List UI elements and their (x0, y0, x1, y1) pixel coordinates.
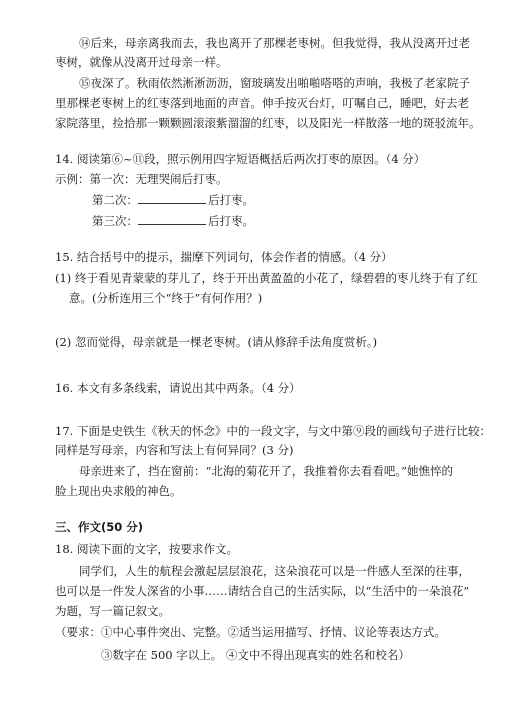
q15-item2: (2) 忽而觉得，母亲就是一棵老枣树。(请从修辞手法角度赏析。) (55, 335, 378, 349)
q14-example: 示例：第一次：无理哭闹后打枣。 (55, 172, 228, 186)
passage-p14-line2: 枣树，就像从没离开过母亲一样。 (55, 55, 228, 69)
q14-third-answer-blank[interactable] (138, 214, 206, 225)
q14-second (92, 193, 254, 207)
passage-p14-line1: ⑭后来，母亲离我而去，我也离开了那棵老枣树。但我觉得，我从没离开过老 (79, 36, 470, 50)
section3-heading: 三、作文(50 分) (55, 520, 144, 534)
q18-requirements-line2: ③数字在 500 字以上。 ④文中不得出现真实的姓名和校名） (101, 648, 410, 662)
q15-stem: 15. 结合括号中的提示，揣摩下列词句，体会作者的情感。（4 分） (55, 250, 393, 264)
q14-second-suffix: 后打枣。 (208, 193, 254, 207)
q14-third (92, 214, 254, 228)
q17-quote-line2: 脸上现出央求般的神色。 (55, 484, 182, 498)
q17-line2: 同样是写母亲，内容和写法上有何异同？(3 分) (55, 443, 294, 457)
q14-third-prefix: 第三次： (92, 214, 138, 228)
q15-item1-line1: (1) 终于看见青蒙蒙的芽儿了，终于开出黄盈盈的小花了，绿碧碧的枣儿终于有了红 (55, 271, 478, 285)
q17-quote-line1: 母亲进来了，挡在窗前：“北海的菊花开了，我推着你去看看吧。”她憔悴的 (79, 464, 454, 478)
q17-line1: 17. 下面是史铁生《秋天的怀念》中的一段文字，与文中第⑨段的画线句子进行比较： (55, 424, 491, 438)
q18-stem: 18. 阅读下面的文字，按要求作文。 (55, 542, 238, 556)
q18-requirements-line1: （要求：①中心事件突出、完整。②适当运用描写、抒情、议论等表达方式。 (55, 625, 446, 639)
passage-p15-line2: 里那棵老枣树上的红枣落到地面的声音。伸手按灭台灯，叮嘱自己，睡吧，好去老 (55, 96, 469, 110)
passage-p15-line1: ⑮夜深了。秋雨依然淅淅沥沥，窗玻璃发出啪啪嗒嗒的声响，我极了老家院子 (79, 76, 470, 90)
passage-p15-line3: 家院落里，捡拾那一颗颗圆滚滚紫溜溜的红枣，以及阳光一样散落一地的斑驳流年。 (55, 116, 481, 130)
q14-second-prefix: 第二次： (92, 193, 138, 207)
q15-item1-line2: 意。(分析连用三个“终于”有何作用？) (69, 291, 263, 305)
q18-text-line2: 也可以是一件发人深省的小事……请结合自己的生活实际，以“生活中的一朵浪花” (55, 584, 470, 598)
q14-stem: 14. 阅读第⑥~⑪段，照示例用四字短语概括后两次打枣的原因。（4 分） (55, 152, 426, 166)
q18-text-line3: 为题，写一篇记叙文。 (55, 604, 170, 618)
q14-third-suffix: 后打枣。 (208, 214, 254, 228)
q14-second-answer-blank[interactable] (138, 193, 206, 204)
q16-stem: 16. 本文有多条线索，请说出其中两条。（4 分） (55, 381, 301, 395)
q18-text-line1: 同学们，人生的航程会激起层层浪花，这朵浪花可以是一件感人至深的往事， (79, 564, 470, 578)
